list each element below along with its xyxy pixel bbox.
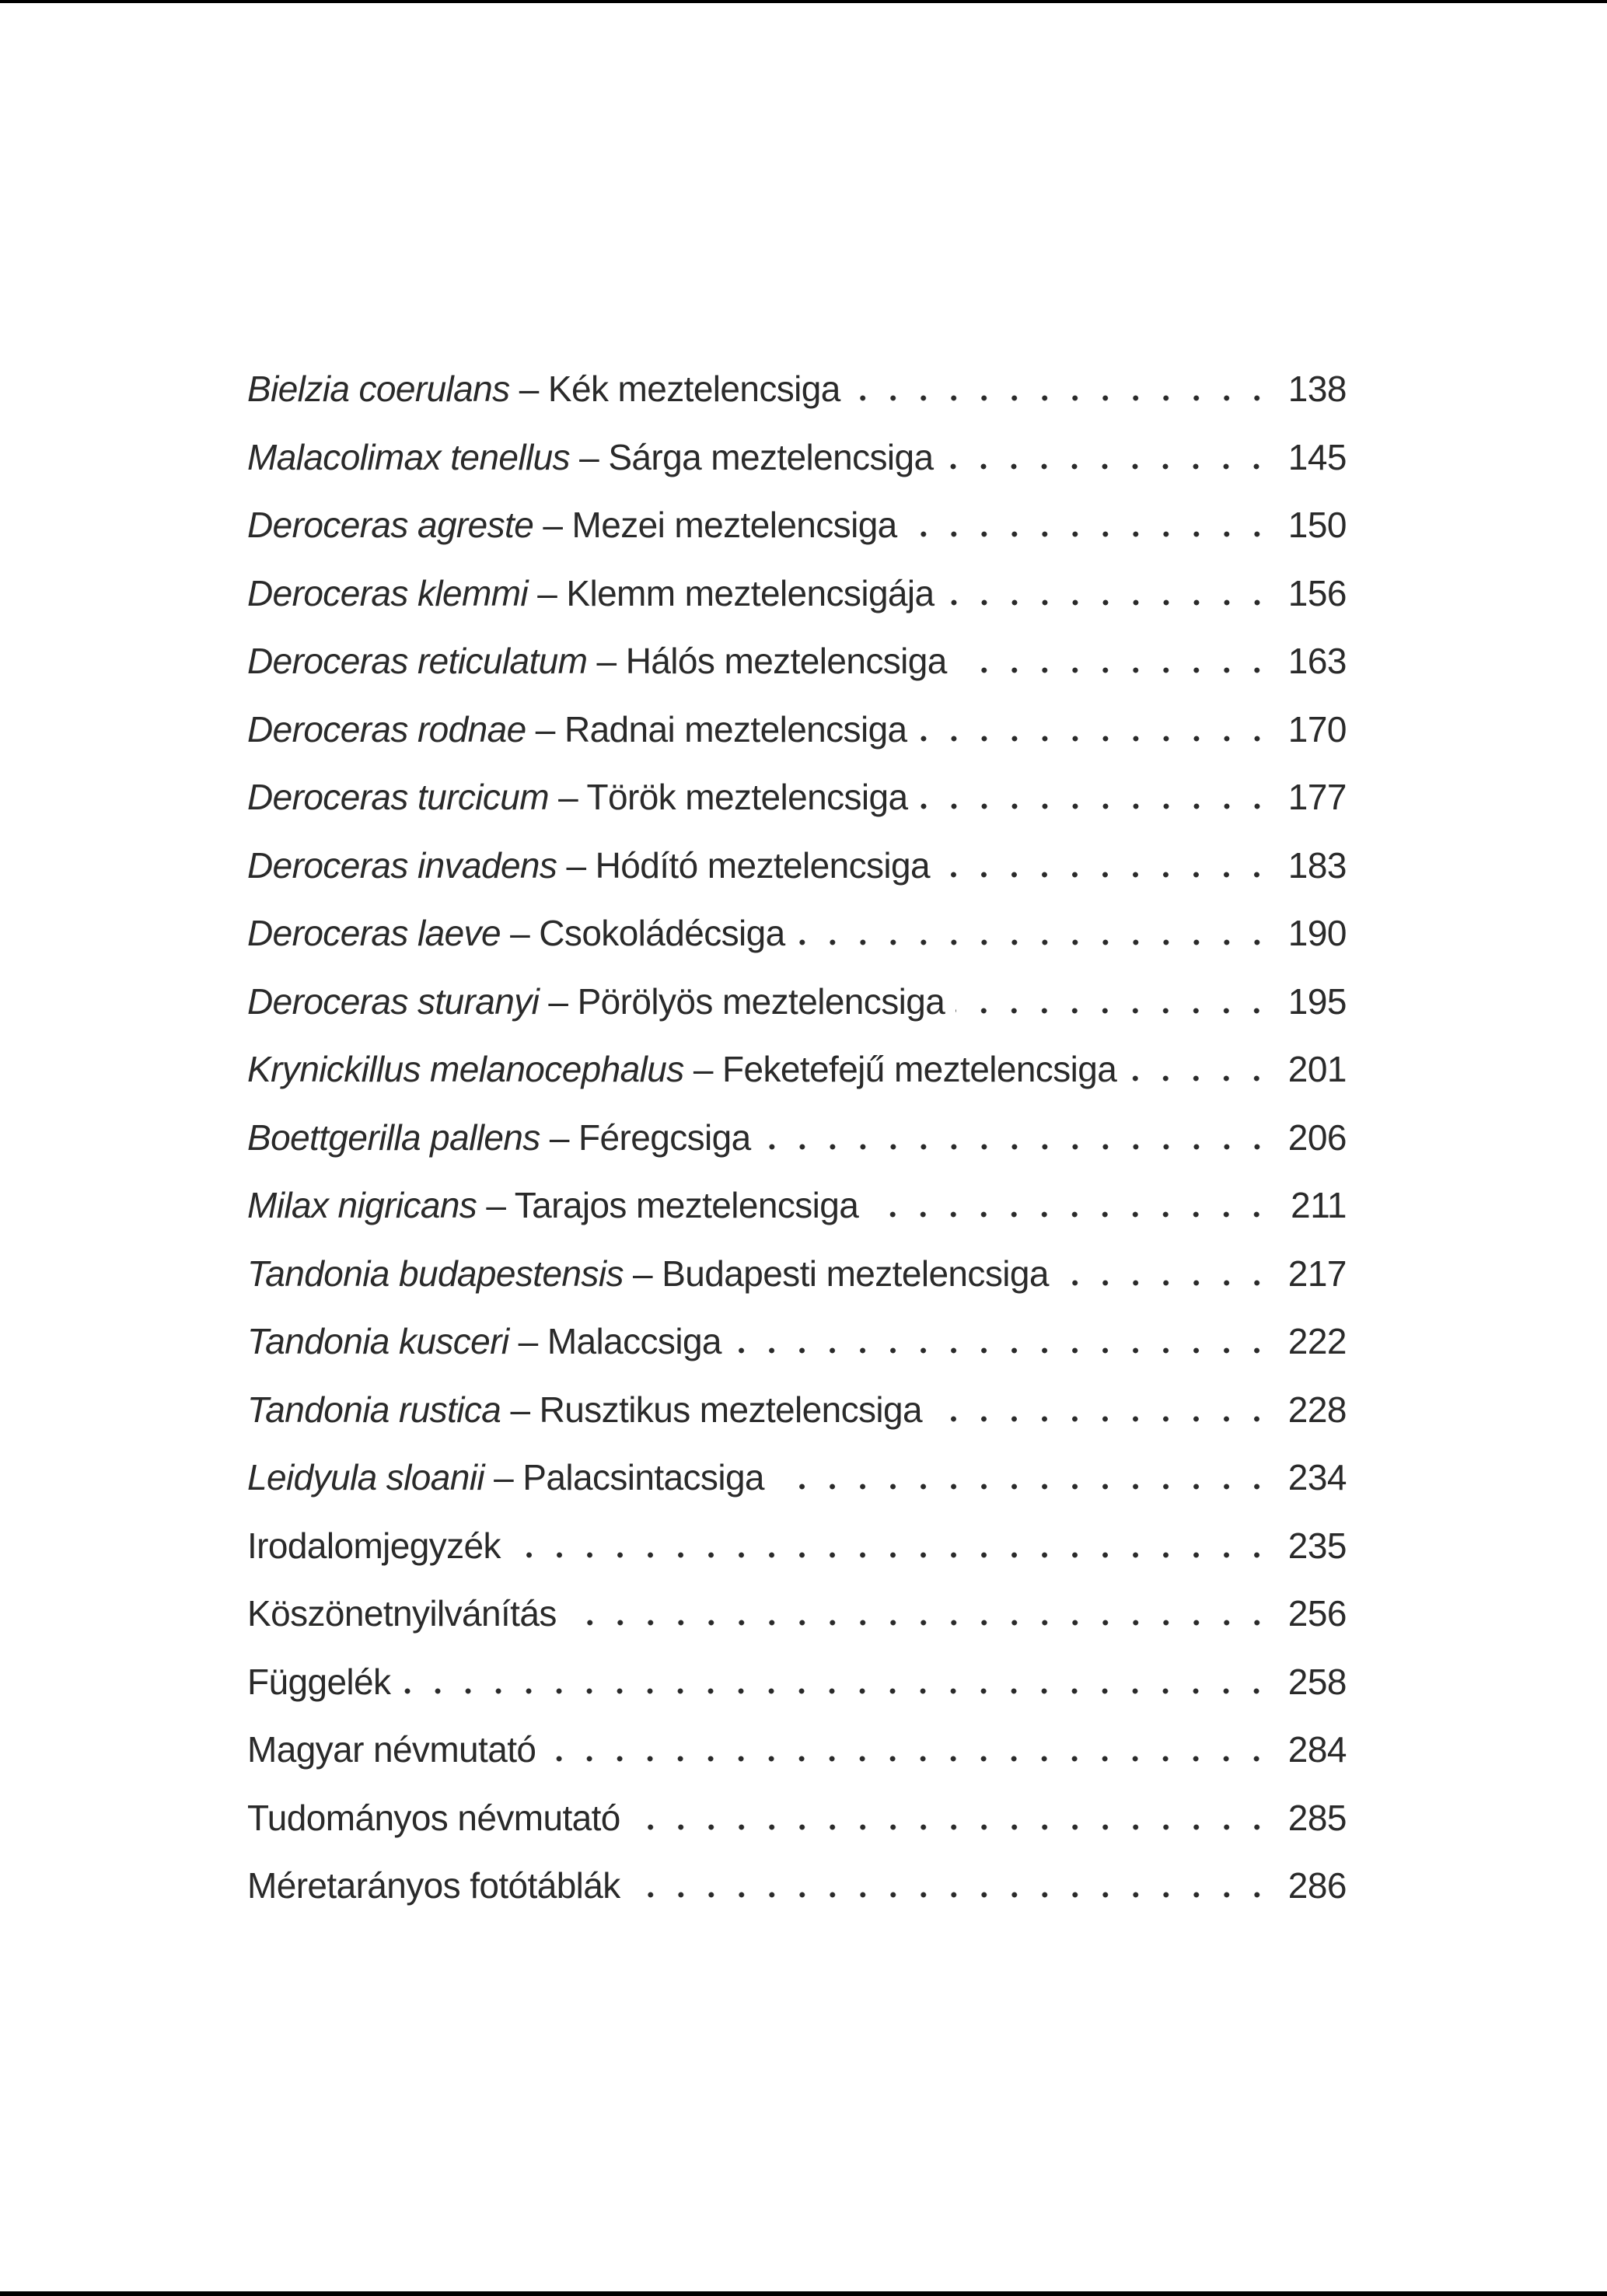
- common-name: Klemm meztelencsigája: [566, 572, 935, 613]
- title-separator: –: [533, 505, 572, 545]
- common-name: Palacsintacsiga: [522, 1457, 764, 1497]
- toc-entry: [247, 706, 1347, 774]
- dot-leader: [1060, 1270, 1272, 1286]
- page-number[interactable]: 150: [1287, 505, 1347, 545]
- toc-entry-title[interactable]: [247, 1726, 536, 1773]
- common-name: Függelék: [247, 1661, 391, 1702]
- toc-entry-title[interactable]: [247, 501, 897, 548]
- toc-entry: [247, 1522, 1347, 1591]
- toc-entry: [247, 910, 1347, 978]
- toc-entry: [247, 774, 1347, 842]
- dot-leader: [775, 1474, 1272, 1490]
- scientific-name: Tandonia kusceri: [247, 1321, 509, 1361]
- dot-leader: [1127, 1066, 1272, 1082]
- common-name: Sárga meztelencsiga: [608, 436, 934, 477]
- top-border-rule: [0, 0, 1607, 3]
- dot-leader: [796, 930, 1272, 945]
- dot-leader: [933, 1407, 1272, 1422]
- toc-entry: [247, 570, 1347, 638]
- scientific-name: Deroceras agreste: [247, 505, 534, 545]
- scientific-name: Deroceras laeve: [247, 913, 501, 953]
- dot-leader: [631, 1882, 1272, 1898]
- common-name: Irodalomjegyzék: [247, 1525, 501, 1566]
- toc-entry: [247, 1114, 1347, 1183]
- scientific-name: Deroceras sturanyi: [247, 980, 540, 1022]
- common-name: Hódító meztelencsiga: [595, 844, 931, 886]
- common-name: Magyar névmutató: [247, 1729, 536, 1770]
- page-number[interactable]: 170: [1287, 708, 1347, 750]
- common-name: Malaccsiga: [547, 1321, 721, 1361]
- dot-leader: [944, 454, 1272, 470]
- toc-entry: [247, 978, 1347, 1047]
- toc-entry: [247, 434, 1347, 502]
- dot-leader: [401, 1679, 1272, 1694]
- dot-leader: [851, 386, 1272, 401]
- toc-entry-title[interactable]: [247, 1046, 1116, 1092]
- dot-leader: [945, 590, 1272, 606]
- page-number[interactable]: 234: [1287, 1457, 1347, 1497]
- title-separator: –: [484, 1457, 523, 1497]
- toc-entry-title[interactable]: [247, 365, 840, 412]
- toc-entry: [247, 1182, 1347, 1250]
- dot-leader: [918, 726, 1272, 742]
- page-number[interactable]: 258: [1287, 1661, 1347, 1702]
- dot-leader: [919, 794, 1273, 809]
- title-separator: –: [526, 708, 564, 750]
- common-name: Rusztikus meztelencsiga: [539, 1389, 923, 1430]
- common-name: Pörölyös meztelencsiga: [577, 980, 945, 1022]
- scientific-name: Milax nigricans: [247, 1185, 477, 1225]
- title-separator: –: [539, 980, 578, 1022]
- toc-entry: [247, 1046, 1347, 1114]
- scientific-name: Deroceras klemmi: [247, 572, 529, 613]
- title-separator: –: [508, 1321, 547, 1361]
- common-name: Méretarányos fotótáblák: [247, 1865, 620, 1906]
- toc-entry-title[interactable]: [247, 978, 945, 1025]
- toc-entry-title[interactable]: [247, 1590, 557, 1637]
- toc-entry-title[interactable]: [247, 638, 947, 684]
- page-number[interactable]: 163: [1287, 641, 1347, 681]
- toc-entry: [247, 1318, 1347, 1386]
- toc-entry-title[interactable]: [247, 1386, 922, 1433]
- toc-entry: [247, 501, 1347, 570]
- common-name: Tarajos meztelencsiga: [514, 1185, 859, 1225]
- dot-leader: [631, 1815, 1272, 1830]
- toc-entry: [247, 1795, 1347, 1863]
- title-separator: –: [557, 844, 596, 886]
- common-name: Budapesti meztelencsiga: [662, 1253, 1049, 1294]
- title-separator: –: [540, 1117, 579, 1158]
- title-separator: –: [548, 777, 587, 817]
- toc-entry-title[interactable]: [247, 1795, 620, 1841]
- page-number[interactable]: 183: [1287, 844, 1347, 886]
- dot-leader: [512, 1543, 1272, 1558]
- dot-leader: [958, 658, 1272, 673]
- dot-leader: [941, 862, 1272, 878]
- title-separator: –: [528, 572, 567, 613]
- toc-entry-title[interactable]: [247, 1522, 501, 1569]
- page-number[interactable]: 217: [1287, 1253, 1347, 1294]
- page-number[interactable]: 145: [1287, 436, 1347, 477]
- toc-entry: [247, 1590, 1347, 1658]
- toc-entry-title[interactable]: [247, 706, 907, 753]
- toc-entry-title[interactable]: [247, 910, 785, 956]
- title-separator: –: [569, 436, 609, 477]
- common-name: Hálós meztelencsiga: [625, 641, 947, 681]
- page-number[interactable]: 222: [1287, 1321, 1347, 1361]
- toc-entry-title[interactable]: [247, 1658, 390, 1705]
- scientific-name: Deroceras rodnae: [247, 708, 526, 750]
- common-name: Tudományos névmutató: [247, 1797, 620, 1838]
- common-name: Csokoládécsiga: [539, 913, 785, 953]
- toc-entry-title[interactable]: [247, 1454, 764, 1501]
- page-number[interactable]: 286: [1287, 1865, 1347, 1906]
- toc-entry-title[interactable]: [247, 570, 935, 617]
- table-of-contents: [247, 365, 1347, 1931]
- common-name: Mezei meztelencsiga: [571, 505, 897, 545]
- title-separator: –: [501, 1389, 540, 1430]
- common-name: Radnai meztelencsiga: [564, 708, 907, 750]
- toc-entry-title[interactable]: [247, 434, 933, 481]
- dot-leader: [732, 1338, 1272, 1354]
- title-separator: –: [683, 1049, 722, 1089]
- scientific-name: Tandonia rustica: [247, 1389, 501, 1430]
- scientific-name: Leidyula sloanii: [247, 1457, 484, 1497]
- page-number[interactable]: 138: [1287, 369, 1347, 409]
- toc-entry-title[interactable]: [247, 1182, 858, 1228]
- page-number[interactable]: 211: [1291, 1185, 1347, 1225]
- toc-entry-title[interactable]: [247, 1114, 751, 1161]
- page-number[interactable]: 190: [1287, 913, 1347, 953]
- title-separator: –: [500, 913, 540, 953]
- toc-entry: [247, 365, 1347, 434]
- common-name: Köszönetnyilvánítás: [247, 1593, 557, 1634]
- scientific-name: Krynickillus melanocephalus: [247, 1049, 684, 1089]
- page-number[interactable]: 284: [1287, 1729, 1347, 1770]
- dot-leader: [762, 1134, 1272, 1150]
- scientific-name: Deroceras invadens: [247, 844, 557, 886]
- toc-entry: [247, 1726, 1347, 1795]
- common-name: Feketefejű meztelencsiga: [721, 1049, 1117, 1089]
- common-name: Török meztelencsiga: [586, 777, 908, 817]
- dot-leader: [908, 522, 1272, 537]
- page-number[interactable]: 177: [1287, 777, 1347, 817]
- toc-entry: [247, 1386, 1347, 1455]
- page-number[interactable]: 228: [1287, 1389, 1347, 1430]
- title-separator: –: [623, 1253, 662, 1294]
- scientific-name: Deroceras reticulatum: [247, 641, 588, 681]
- page-number[interactable]: 206: [1287, 1117, 1347, 1158]
- title-separator: –: [477, 1185, 515, 1225]
- page-number[interactable]: 285: [1287, 1797, 1347, 1838]
- toc-entry: [247, 1862, 1347, 1931]
- toc-entry-title[interactable]: [247, 1318, 721, 1365]
- toc-entry: [247, 1250, 1347, 1319]
- toc-entry-title[interactable]: [247, 774, 908, 820]
- page-number[interactable]: 256: [1287, 1593, 1347, 1634]
- page-number[interactable]: 156: [1287, 572, 1347, 613]
- toc-entry: [247, 1658, 1347, 1727]
- toc-entry-title[interactable]: [247, 842, 930, 889]
- bottom-border-rule: [0, 2291, 1607, 2296]
- scientific-name: Malacolimax tenellus: [247, 436, 570, 477]
- dot-leader: [547, 1746, 1272, 1762]
- scientific-name: Tandonia budapestensis: [247, 1253, 624, 1294]
- page-number[interactable]: 235: [1287, 1525, 1347, 1566]
- toc-entry: [247, 842, 1347, 910]
- toc-entry: [247, 1454, 1347, 1522]
- toc-entry-title[interactable]: [247, 1250, 1049, 1297]
- dot-leader: [955, 998, 1272, 1014]
- toc-entry-title[interactable]: [247, 1862, 620, 1909]
- title-separator: –: [587, 641, 626, 681]
- scientific-name: Deroceras turcicum: [247, 777, 549, 817]
- dot-leader: [869, 1202, 1272, 1218]
- title-separator: –: [509, 369, 548, 409]
- scientific-name: Boettgerilla pallens: [247, 1117, 540, 1158]
- page-number[interactable]: 201: [1287, 1049, 1347, 1089]
- common-name: Kék meztelencsiga: [547, 369, 840, 409]
- dot-leader: [568, 1610, 1272, 1626]
- page-number[interactable]: 195: [1287, 980, 1347, 1022]
- scientific-name: Bielzia coerulans: [247, 369, 510, 409]
- common-name: Féregcsiga: [578, 1117, 751, 1158]
- toc-entry: [247, 638, 1347, 706]
